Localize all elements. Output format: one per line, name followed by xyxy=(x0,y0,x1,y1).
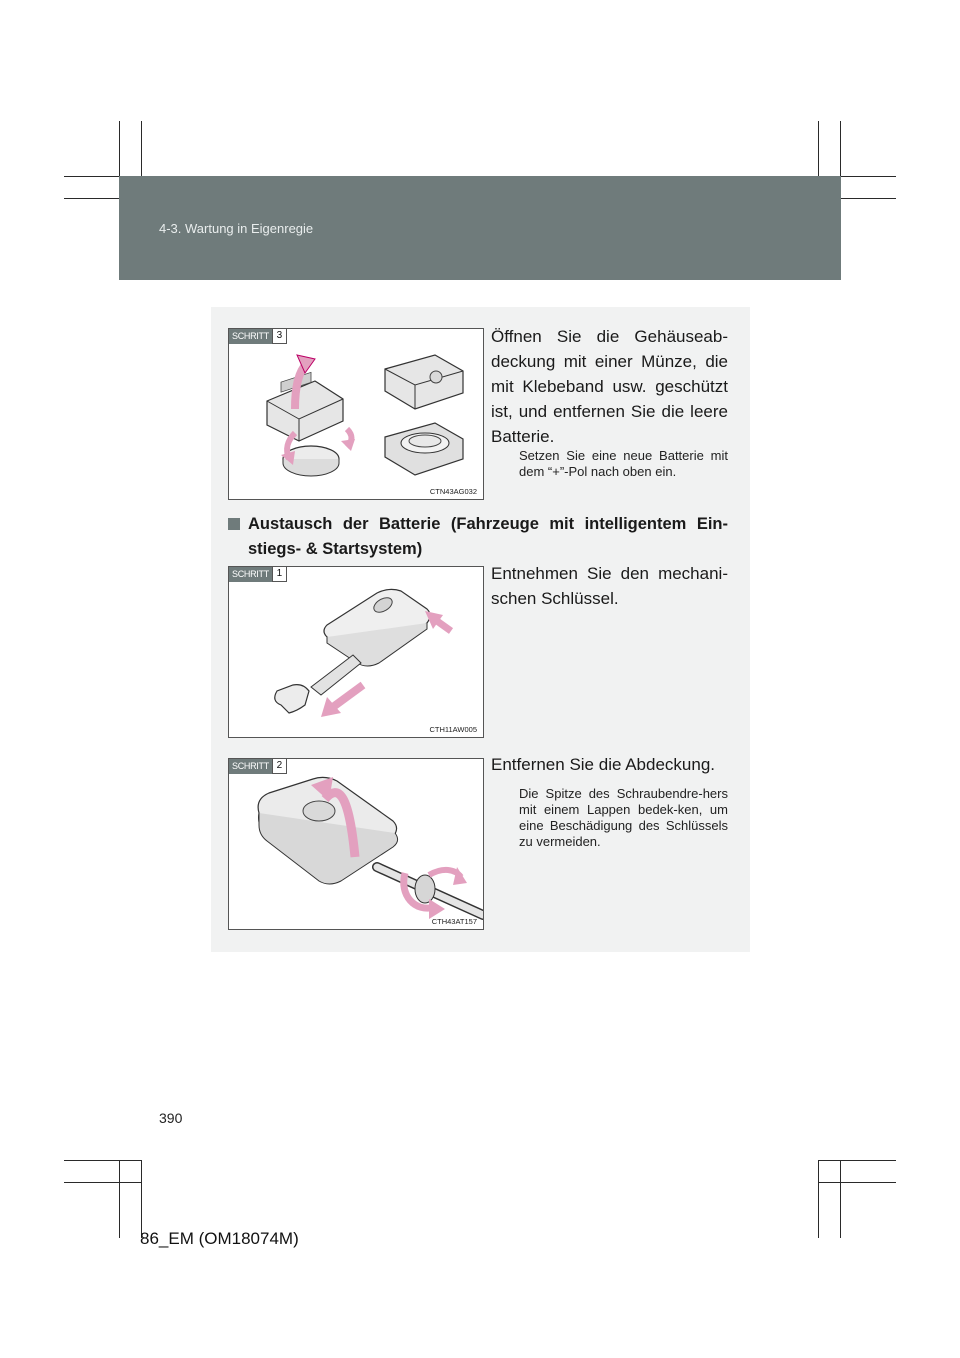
figure-code: CTH11AW005 xyxy=(429,725,477,734)
step-badge-number: 2 xyxy=(272,759,287,774)
crop-mark xyxy=(64,1160,142,1161)
step-badge-label: SCHRITT xyxy=(229,759,272,774)
step2-figure xyxy=(228,758,484,930)
step-badge xyxy=(229,759,287,774)
step3-note: Setzen Sie eine neue Batterie mit dem “+”-Pol nach oben ein. xyxy=(519,448,728,479)
bullet-square-icon xyxy=(228,518,240,530)
section-title: 4-3. Wartung in Eigenregie xyxy=(159,221,314,236)
step2-instruction: Entfernen Sie die Abdeckung. xyxy=(491,755,715,774)
cover-removal-illustration xyxy=(229,759,484,930)
step3-figure xyxy=(228,328,484,500)
step-badge-number: 1 xyxy=(272,567,287,582)
figure-code: CTN43AG032 xyxy=(429,487,477,496)
content-panel xyxy=(211,307,750,952)
document-code: 86_EM (OM18074M) xyxy=(140,1229,299,1248)
section-header-bar xyxy=(119,176,841,280)
crop-mark xyxy=(64,1182,142,1183)
page-number: 390 xyxy=(159,1110,183,1126)
step2-note: Die Spitze des Schraubendre-hers mit einem Lappen bedek-ken, um eine Beschädigung des Schlüssels zu vermeiden. xyxy=(519,786,728,849)
crop-mark xyxy=(141,1160,142,1238)
step-badge xyxy=(229,329,287,344)
step-badge xyxy=(229,567,287,582)
step3-instruction: Öffnen Sie die Gehäuseab-deckung mit einer Münze, die mit Klebeband usw. geschützt ist, und entfernen Sie die leere Batterie. xyxy=(491,327,728,446)
key-removal-illustration xyxy=(229,567,484,738)
crop-mark xyxy=(818,1160,819,1238)
crop-mark xyxy=(818,1160,896,1161)
step1-figure xyxy=(228,566,484,738)
key-battery-illustration xyxy=(229,329,484,500)
crop-mark xyxy=(840,1160,841,1238)
step1-instruction: Entnehmen Sie den mechani-schen Schlüssel. xyxy=(491,564,728,608)
crop-mark xyxy=(818,1182,896,1183)
figure-code: CTH43AT157 xyxy=(431,917,477,926)
step-badge-label: SCHRITT xyxy=(229,329,272,344)
section-heading xyxy=(228,512,728,562)
step-badge-label: SCHRITT xyxy=(229,567,272,582)
crop-mark xyxy=(119,1160,120,1238)
step-badge-number: 3 xyxy=(272,329,287,344)
section-heading-text: Austausch der Batterie (Fahrzeuge mit intelligentem Ein-stiegs- & Startsystem) xyxy=(248,515,728,558)
